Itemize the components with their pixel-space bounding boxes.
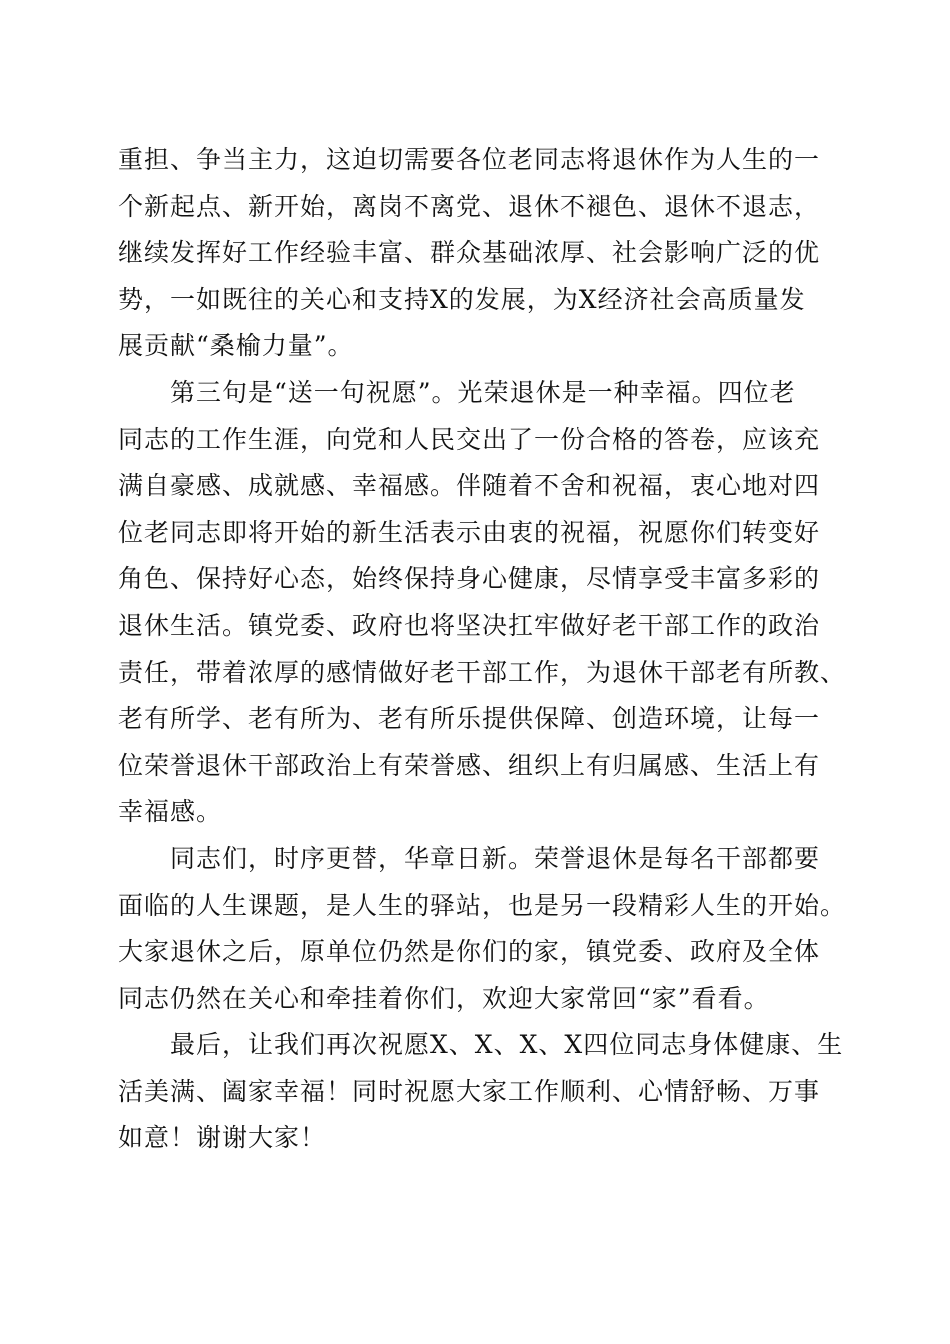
text-line: 展贡献“桑榆力量”。: [118, 331, 354, 361]
text-line: 活美满、阖家幸福！同时祝愿大家工作顺利、心情舒畅、万事: [118, 1076, 821, 1106]
text-line: 如意！谢谢大家！: [118, 1123, 327, 1153]
text-line: 第三句是“送一句祝愿”。光荣退休是一种幸福。四位老: [170, 377, 796, 407]
text-line: 位老同志即将开始的新生活表示由衷的祝福，祝愿你们转变好: [118, 517, 821, 547]
paragraph: [118, 370, 847, 836]
paragraph: [118, 836, 847, 1022]
text-line: 同志们，时序更替，华章日新。荣誉退休是每名干部都要: [170, 843, 821, 873]
text-line: 同志的工作生涯，向党和人民交出了一份合格的答卷，应该充: [118, 424, 821, 454]
text-line: 同志仍然在关心和牵挂着你们，欢迎大家常回“家”看看。: [118, 983, 770, 1013]
paragraph: [118, 1022, 844, 1162]
paragraph: [118, 137, 838, 370]
text-line: 势，一如既往的关心和支持X的发展，为X经济社会高质量发: [118, 284, 806, 314]
document-page: [118, 137, 847, 1162]
text-line: 满自豪感、成就感、幸福感。伴随着不舍和祝福，衷心地对四: [118, 471, 821, 501]
text-line: 继续发挥好工作经验丰富、群众基础浓厚、社会影响广泛的优: [118, 238, 821, 268]
text-line: 大家退休之后，原单位仍然是你们的家，镇党委、政府及全体: [118, 937, 821, 967]
text-line: 位荣誉退休干部政治上有荣誉感、组织上有归属感、生活上有: [118, 750, 821, 780]
text-line: 退休生活。镇党委、政府也将坚决扛牢做好老干部工作的政治: [118, 610, 821, 640]
text-line: 责任，带着浓厚的感情做好老干部工作，为退休干部老有所教、: [118, 657, 847, 687]
text-line: 面临的人生课题，是人生的驿站，也是另一段精彩人生的开始。: [118, 890, 847, 920]
text-line: 老有所学、老有所为、老有所乐提供保障、创造环境，让每一: [118, 704, 821, 734]
text-line: 最后，让我们再次祝愿X、X、X、X四位同志身体健康、生: [170, 1030, 844, 1060]
text-line: 角色、保持好心态，始终保持身心健康，尽情享受丰富多彩的: [118, 564, 821, 594]
text-line: 重担、争当主力，这迫切需要各位老同志将退休作为人生的一: [118, 145, 821, 174]
text-line: 个新起点、新开始，离岗不离党、退休不褪色、退休不退志，: [118, 191, 821, 221]
text-line: 幸福感。: [118, 797, 223, 827]
